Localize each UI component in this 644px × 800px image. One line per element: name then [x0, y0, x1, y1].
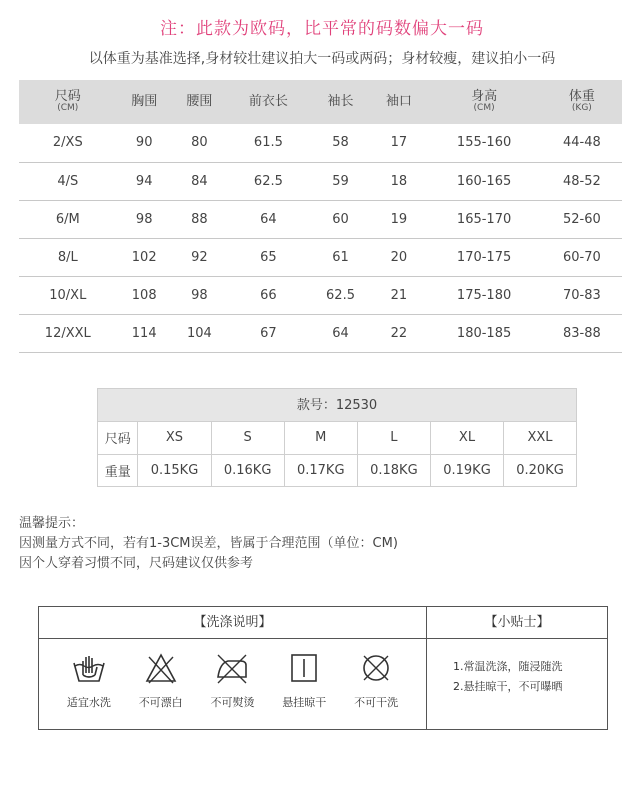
care-item [57, 651, 121, 710]
cell: 114 [117, 314, 172, 352]
cell: 160-165 [426, 162, 541, 200]
cell: 92 [172, 238, 227, 276]
header-cuff: 袖口 [371, 80, 426, 124]
cell: 60-70 [542, 238, 622, 276]
care-item [272, 651, 336, 710]
cell: 0.16KG [211, 454, 284, 486]
size-table [19, 80, 622, 353]
header-height: 身高 (CM) [426, 80, 541, 124]
cell: 0.19KG [430, 454, 503, 486]
care-label: 不可干洗 [354, 696, 399, 709]
cell: XXL [504, 422, 576, 454]
cell: 61.5 [227, 124, 310, 162]
cell: L [357, 422, 430, 454]
cell: 48-52 [542, 162, 622, 200]
cell: 98 [172, 276, 227, 314]
cell: 18 [371, 162, 426, 200]
cell: 尺码 [98, 422, 138, 454]
table-row [19, 314, 622, 352]
care-item [344, 651, 408, 710]
cell: 61 [310, 238, 371, 276]
header-size: 尺码 (CM) [19, 80, 117, 124]
cell: 84 [172, 162, 227, 200]
header-front-length: 前衣长 [227, 80, 310, 124]
cell: 90 [117, 124, 172, 162]
cell: 17 [371, 124, 426, 162]
cell: 重量 [98, 454, 138, 486]
cell: 67 [227, 314, 310, 352]
wash-instructions [39, 607, 427, 729]
no-bleach-icon [143, 651, 179, 685]
header-sleeve-length: 袖长 [310, 80, 371, 124]
cell: 64 [310, 314, 371, 352]
cell: 6/M [19, 200, 117, 238]
cell: 4/S [19, 162, 117, 200]
table-row [19, 276, 622, 314]
cell: XS [138, 422, 211, 454]
no-dry-clean-icon [358, 651, 394, 685]
table-row [19, 162, 622, 200]
care-label: 不可熨烫 [210, 696, 255, 709]
cell: 20 [371, 238, 426, 276]
cell: XL [430, 422, 503, 454]
cell: M [284, 422, 357, 454]
care-item [200, 651, 264, 710]
table-row [19, 200, 622, 238]
cell: 12/XXL [19, 314, 117, 352]
cell: 102 [117, 238, 172, 276]
cell: 70-83 [542, 276, 622, 314]
weight-table [97, 388, 577, 487]
cell: 8/L [19, 238, 117, 276]
table-row [19, 238, 622, 276]
tips-title: 温馨提示： [19, 516, 85, 531]
cell: 22 [371, 314, 426, 352]
cell: 52-60 [542, 200, 622, 238]
cell: S [211, 422, 284, 454]
hang-dry-icon [286, 651, 322, 685]
cell: 180-185 [426, 314, 541, 352]
tips-line: 因个人穿着习惯不同，尺码建议仅供参考 [19, 556, 254, 571]
header-chest: 胸围 [117, 80, 172, 124]
care-label: 适宜水洗 [66, 696, 111, 709]
cell: 64 [227, 200, 310, 238]
care-note: 1.常温洗涤，随浸随洗 [453, 660, 563, 673]
cell: 88 [172, 200, 227, 238]
care-note: 2.悬挂晾干，不可曝晒 [453, 680, 563, 693]
cell: 2/XS [19, 124, 117, 162]
care-label: 不可漂白 [138, 696, 183, 709]
cell: 94 [117, 162, 172, 200]
no-iron-icon [214, 651, 250, 685]
header-waist: 腰围 [172, 80, 227, 124]
cell: 170-175 [426, 238, 541, 276]
cell: 65 [227, 238, 310, 276]
cell: 80 [172, 124, 227, 162]
cell: 10/XL [19, 276, 117, 314]
cell: 165-170 [426, 200, 541, 238]
cell: 175-180 [426, 276, 541, 314]
hand-wash-icon [71, 651, 107, 685]
cell: 59 [310, 162, 371, 200]
cell: 66 [227, 276, 310, 314]
cell: 0.18KG [357, 454, 430, 486]
size-notice: 注：此款为欧码，比平常的码数偏大一码 [160, 19, 484, 39]
size-table-header [19, 80, 622, 124]
cell: 62.5 [310, 276, 371, 314]
cell: 19 [371, 200, 426, 238]
cell: 44-48 [542, 124, 622, 162]
table-row [19, 124, 622, 162]
style-number: 款号：12530 [98, 389, 576, 422]
cell: 108 [117, 276, 172, 314]
tips-line: 因测量方式不同，若有1-3CM误差，皆属于合理范围（单位：CM) [19, 536, 398, 551]
cell: 60 [310, 200, 371, 238]
care-item [129, 651, 193, 710]
cell: 62.5 [227, 162, 310, 200]
weight-size-row [98, 422, 576, 454]
cell: 0.17KG [284, 454, 357, 486]
care-label: 悬挂晾干 [282, 696, 327, 709]
weight-value-row [98, 454, 576, 486]
cell: 83-88 [542, 314, 622, 352]
tips-section [19, 514, 398, 574]
wash-header: 【洗涤说明】 [39, 607, 426, 639]
cell: 98 [117, 200, 172, 238]
cell: 0.15KG [138, 454, 211, 486]
size-guide-text: 以体重为基准选择,身材较壮建议拍大一码或两码；身材较瘦，建议拍小一码 [88, 51, 556, 67]
cell: 58 [310, 124, 371, 162]
header-weight: 体重 (KG) [542, 80, 622, 124]
care-box [38, 606, 608, 730]
cell: 0.20KG [516, 462, 564, 478]
cell: 104 [172, 314, 227, 352]
cell: 21 [371, 276, 426, 314]
tips-box [427, 607, 607, 729]
tips-header: 【小贴士】 [427, 607, 607, 639]
cell: 155-160 [426, 124, 541, 162]
